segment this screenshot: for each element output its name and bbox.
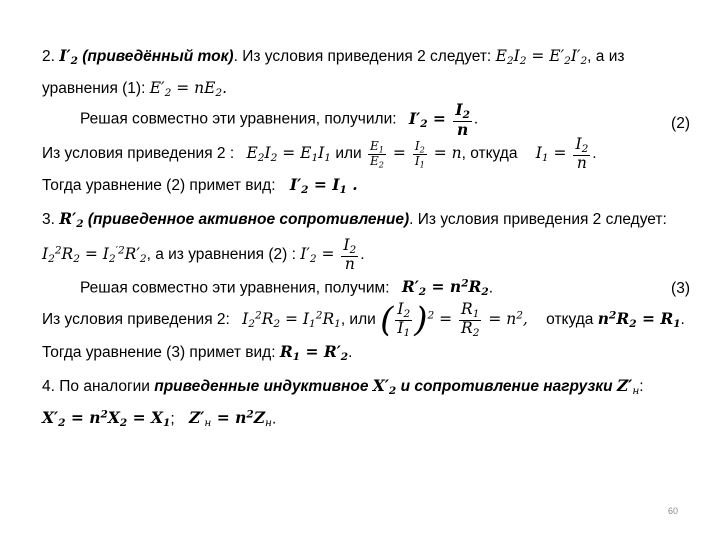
formula-ratio-squared: ( $\frac{I_2}{I_1}$ )$^2$ = $\frac{R_1}{R_2}$ = $n^2$,: [380, 300, 528, 341]
item4-line1: 4. По аналогии приведенные индуктивное $X'_2$ и сопротивление нагрузки $Z'_н$:: [42, 376, 644, 398]
item3-line1: [42, 211, 667, 230]
item2-heading: (приведённый ток): [82, 48, 234, 65]
item3-text3: Решая совместно эти уравнения, получим:: [80, 279, 390, 297]
item3-text2: , а из уравнения (2) :: [146, 246, 296, 264]
item4-heading: приведенные индуктивное: [154, 378, 369, 395]
item2-line4: Из условия приведения 2 : $E_2I_2 = E_1I_1$ или $\frac{E_1}{E_2}$ = $\frac{I_2}{I_1}$ = n, откуда $I_1$ = $\frac{I_2}{n}$ .: [42, 135, 597, 172]
item3-heading: (приведенное активное сопротивление): [87, 211, 410, 228]
equation-number-2: (2): [671, 115, 690, 132]
item2-text2: , а из: [587, 48, 625, 65]
item4-and: и сопротивление нагрузки: [400, 378, 613, 395]
item3-number: 3.: [42, 211, 55, 228]
item2-text6: Тогда уравнение (2) примет вид:: [42, 177, 276, 194]
item2-number: 2.: [42, 48, 55, 65]
formula-X2-prime: $X'_2$: [372, 376, 397, 398]
formula-E-ratio: $\frac{E_1}{E_2}$ = $\frac{I_2}{I_1}$ = n: [370, 139, 462, 170]
item3-line3: Решая совместно эти уравнения, получим: $R'_2 = n^2R_2$.: [80, 277, 494, 299]
item2-line2: [42, 81, 227, 99]
formula-power-balance: $I_2^2R_2 = I_2^{'2}R'_2$: [42, 244, 147, 266]
item4-text1: По аналогии: [59, 378, 150, 395]
item3-text1: . Из условия приведения 2 следует:: [409, 211, 667, 228]
formula-X2-prime-n2X2-X1: $X'_2 = n^2X_2 = X_1$: [42, 408, 171, 430]
formula-I2-prime: $I'_2$: [59, 46, 78, 68]
formula-E2I2-E1I1: $E_2I_2 = E_1I_1$: [246, 144, 331, 165]
item2-whence: , откуда: [461, 145, 518, 163]
item3-line5: Тогда уравнение (3) примет вид: $R_1 = R'_2$.: [42, 342, 353, 364]
formula-E2I2-eq: $E_2I_2 = E'_2I'_2$: [495, 47, 588, 68]
item2-text4: Решая совместно эти уравнения, получили:: [80, 110, 397, 128]
item2-or: или: [335, 145, 362, 163]
formula-E2-prime-nE2: $E'_2 = nE_2$.: [149, 79, 228, 100]
item3-whence: откуда: [546, 311, 594, 329]
item2-line5: [42, 177, 358, 196]
formula-R2-prime-n2R2: $R'_2 = n^2R_2$: [401, 277, 489, 299]
item4-number: 4.: [42, 378, 55, 395]
item2-line1: [42, 48, 624, 67]
item3-line4: Из условия приведения 2: $I_2^2R_2 = I_1^2R_1$, или ( $\frac{I_2}{I_1}$ )$^2$ = $\frac{R_1}{R_2}$ = $n^2$, откуда $n^2R_2 = R_1$.: [42, 300, 685, 341]
formula-R2-prime: $R'_2$: [59, 209, 84, 231]
item3-text5: Тогда уравнение (3) примет вид:: [42, 344, 276, 361]
item4-line2: $X'_2 = n^2X_2 = X_1$; $Z'_н = n^2Z_н$.: [42, 408, 277, 430]
formula-n2R2-R1: $n^2R_2 = R_1$: [597, 309, 681, 331]
item3-text4: Из условия приведения 2:: [42, 311, 230, 329]
formula-I2sq-R2: $I_2^2R_2 = I_1^2R_1$: [242, 309, 341, 331]
formula-R1-R2-prime: $R_1 = R'_2$: [279, 342, 349, 364]
item2-text1: . Из условия приведения 2 следует:: [233, 48, 492, 65]
item2-line3: Решая совместно эти уравнения, получили: $I'_2$ = $\frac{I_2}{n}$ .: [80, 100, 479, 139]
formula-Z-prime-n2Z: $Z'_н = n^2Z_н$: [188, 408, 272, 430]
item2-text3: уравнения (1):: [42, 80, 146, 97]
formula-I2-prime-I1: $I'_2 = I_1$ .: [289, 175, 358, 197]
formula-I2-prime-ratio: $I'_2$ = $\frac{I_2}{n}$: [408, 100, 470, 139]
item3-or: , или: [340, 311, 376, 329]
formula-I2-prime-ratio-2: $I'_2$ = $\frac{I_2}{n}$: [300, 236, 357, 273]
formula-I1: $I_1$ = $\frac{I_2}{n}$: [535, 135, 589, 172]
page-number: 60: [667, 506, 678, 516]
formula-Z-prime-load: $Z'_н$: [616, 376, 640, 398]
item2-text5: Из условия приведения 2 :: [42, 145, 235, 163]
equation-number-3: (3): [671, 280, 690, 297]
item3-line2: $I_2^2R_2 = I_2^{'2}R'_2$, а из уравнения (2) : $I'_2$ = $\frac{I_2}{n}$ .: [42, 236, 365, 273]
